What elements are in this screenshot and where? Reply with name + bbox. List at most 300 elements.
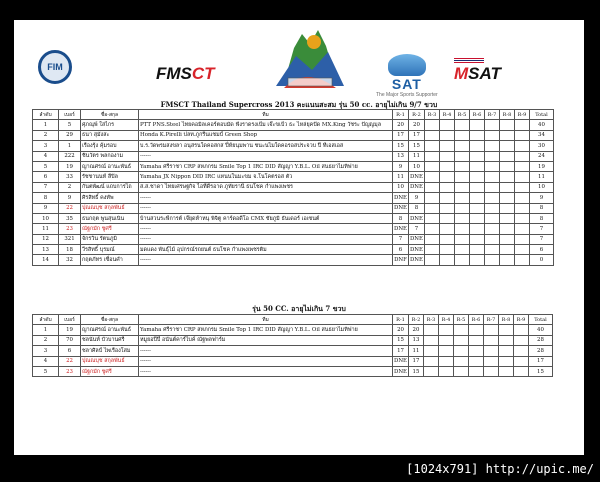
cell-r2: 7 <box>408 224 424 234</box>
cell-empty <box>439 182 454 192</box>
cell-total: 28 <box>528 346 552 356</box>
cell-empty <box>469 182 484 192</box>
cell-num: 321 <box>59 234 81 244</box>
cell-total: 28 <box>528 335 552 345</box>
cell-team: ------ <box>139 203 393 213</box>
cell-r1: 11 <box>393 172 409 182</box>
cell-total: 11 <box>529 172 553 182</box>
column-header: R-8 <box>498 315 513 325</box>
cell-empty <box>439 245 454 255</box>
column-header: เบอร์ <box>59 315 81 325</box>
table-row <box>33 213 554 223</box>
thai-flag-icon <box>454 58 484 63</box>
cell-empty <box>498 346 513 356</box>
cell-empty <box>514 224 529 234</box>
cell-empty <box>423 335 438 345</box>
cell-empty <box>469 193 484 203</box>
table-row <box>33 120 554 130</box>
cell-empty <box>514 255 529 265</box>
cell-r2: DNE <box>408 172 424 182</box>
cell-empty <box>439 172 454 182</box>
cell-num: 23 <box>59 366 81 376</box>
cell-name: ปุณณบุช สกุลพันธ์ <box>81 356 139 366</box>
cell-r2: 10 <box>408 161 424 171</box>
cell-empty <box>469 120 484 130</box>
cell-empty <box>453 366 468 376</box>
column-header: R-6 <box>468 315 483 325</box>
cell-empty <box>469 151 484 161</box>
column-header: R-4 <box>438 315 453 325</box>
cell-empty <box>454 172 469 182</box>
cell-team: Yamaha ศรีราชา CRP สหภกรม Smile Top 1 IRC DID สัญญา Y.B.L. Oil สนธยาไมทิฟาย <box>139 325 393 335</box>
cell-r2: DNE <box>408 182 424 192</box>
cell-r2: 11 <box>408 151 424 161</box>
cell-total: 6 <box>529 245 553 255</box>
cell-empty <box>424 255 439 265</box>
cell-empty <box>454 141 469 151</box>
cell-empty <box>454 193 469 203</box>
table-row <box>33 151 554 161</box>
cell-empty <box>484 120 499 130</box>
cell-rank: 4 <box>33 356 59 366</box>
column-header: R-7 <box>483 315 498 325</box>
cell-empty <box>468 335 483 345</box>
cell-empty <box>424 245 439 255</box>
cell-r1: 17 <box>393 346 409 356</box>
cell-empty <box>424 172 439 182</box>
table-row <box>33 335 553 345</box>
cell-name: ปุณณบุช สกุลพันธ์ <box>81 203 139 213</box>
cell-empty <box>454 161 469 171</box>
column-header: Total <box>528 315 552 325</box>
cell-name: ญาณศรณ์ อานะพันธ์ <box>81 325 139 335</box>
cell-r1: DNF <box>393 255 409 265</box>
cell-r2: 20 <box>408 325 423 335</box>
cell-total: 24 <box>529 151 553 161</box>
cell-total: 30 <box>529 141 553 151</box>
cell-empty <box>514 234 529 244</box>
cell-empty <box>453 325 468 335</box>
column-header: R-2 <box>408 110 424 120</box>
cell-empty <box>469 203 484 213</box>
cell-total: 8 <box>529 213 553 223</box>
header-row <box>33 315 553 325</box>
cell-empty <box>454 130 469 140</box>
cell-empty <box>454 182 469 192</box>
cell-empty <box>484 203 499 213</box>
cell-empty <box>453 335 468 345</box>
cell-r2: DNE <box>408 213 424 223</box>
cell-empty <box>484 213 499 223</box>
cell-empty <box>454 234 469 244</box>
cell-empty <box>454 151 469 161</box>
cell-empty <box>484 151 499 161</box>
cell-rank: 11 <box>33 224 59 234</box>
cell-empty <box>514 213 529 223</box>
cell-r2: DNE <box>408 245 424 255</box>
cell-rank: 12 <box>33 234 59 244</box>
cell-empty <box>483 366 498 376</box>
cell-team: ------ <box>139 255 393 265</box>
cell-empty <box>513 356 528 366</box>
cell-rank: 10 <box>33 213 59 223</box>
cell-total: 0 <box>529 255 553 265</box>
cell-r2: 20 <box>408 120 424 130</box>
cell-empty <box>439 120 454 130</box>
cell-empty <box>453 356 468 366</box>
cell-r2: 17 <box>408 356 423 366</box>
watermark: [1024x791] http://upic.me/ <box>406 462 594 476</box>
cell-rank: 7 <box>33 182 59 192</box>
table-row <box>33 141 554 151</box>
cell-empty <box>439 193 454 203</box>
cell-r2: 8 <box>408 203 424 213</box>
cell-team: ------ <box>139 151 393 161</box>
cell-team: บ.ร.วัดพรมสงขลา อนุสรนใดคอสกส ปี่ห้ยนุมพาน ชนะนไมใดคอรอสประจวบ ปี ทีเอสเอส <box>139 141 393 151</box>
cell-empty <box>499 151 514 161</box>
cell-name: ณัฐกมัก ชูศรี <box>81 224 139 234</box>
cell-team: ------ <box>139 366 393 376</box>
cell-num: 5 <box>59 120 81 130</box>
column-header: R-5 <box>453 315 468 325</box>
cell-empty <box>514 193 529 203</box>
cell-name: กันตพัฒน์ แถบการไถ <box>81 182 139 192</box>
cell-num: 70 <box>59 335 81 345</box>
cell-empty <box>499 172 514 182</box>
column-header: R-6 <box>469 110 484 120</box>
cell-name: วีรสิทธิ์ บุรมณ์ <box>81 245 139 255</box>
cell-team: มดแดง พันธุ์ไม้ อุปกรณ์รถยนต์ ธนโชค กำแพงเพชรติม <box>139 245 393 255</box>
cell-team: ------ <box>139 346 393 356</box>
cell-rank: 2 <box>33 335 59 345</box>
column-header: R-9 <box>513 315 528 325</box>
cell-empty <box>453 346 468 356</box>
cell-empty <box>469 213 484 223</box>
cell-rank: 5 <box>33 366 59 376</box>
cell-r1: DNE <box>393 203 409 213</box>
cell-empty <box>439 255 454 265</box>
cell-name: ชลาศิลป์ ไพเรืองโสม <box>81 346 139 356</box>
cell-empty <box>439 234 454 244</box>
cell-r1: 10 <box>393 182 409 192</box>
cell-empty <box>498 335 513 345</box>
cell-empty <box>484 245 499 255</box>
cell-empty <box>439 151 454 161</box>
cell-r2: 9 <box>408 193 424 203</box>
cell-empty <box>468 356 483 366</box>
cell-empty <box>484 234 499 244</box>
cell-r2: 15 <box>408 141 424 151</box>
cell-r1: 20 <box>393 120 409 130</box>
cell-r1: 13 <box>393 151 409 161</box>
cell-num: 222 <box>59 151 81 161</box>
cell-empty <box>469 224 484 234</box>
table-row <box>33 203 554 213</box>
results-sheet <box>14 20 584 455</box>
cell-empty <box>438 335 453 345</box>
cell-r1: 17 <box>393 130 409 140</box>
cell-r1: 8 <box>393 213 409 223</box>
cell-empty <box>484 141 499 151</box>
cell-empty <box>498 325 513 335</box>
cell-r2: 15 <box>408 366 423 376</box>
column-header: R-4 <box>439 110 454 120</box>
column-header: R-9 <box>514 110 529 120</box>
cell-empty <box>439 130 454 140</box>
cell-empty <box>423 356 438 366</box>
column-header: เบอร์ <box>59 110 81 120</box>
cell-num: 19 <box>59 161 81 171</box>
table-row <box>33 161 554 171</box>
cell-empty <box>424 141 439 151</box>
column-header: Total <box>529 110 553 120</box>
table-row <box>33 234 554 244</box>
cell-r1: 15 <box>393 141 409 151</box>
standings-table-50cc-9-7 <box>32 109 554 266</box>
cell-r1: 6 <box>393 245 409 255</box>
cell-empty <box>499 245 514 255</box>
cell-empty <box>468 366 483 376</box>
column-header: R-1 <box>393 315 409 325</box>
cell-empty <box>424 203 439 213</box>
cell-empty <box>483 356 498 366</box>
cell-r1: DNE <box>393 366 409 376</box>
cell-empty <box>514 151 529 161</box>
cell-empty <box>483 335 498 345</box>
cell-name: ณัฐกมัก ชูศรี <box>81 366 139 376</box>
cell-num: 35 <box>59 213 81 223</box>
cell-total: 17 <box>528 356 552 366</box>
cell-total: 15 <box>528 366 552 376</box>
cell-num: 23 <box>59 224 81 234</box>
column-header: R-7 <box>484 110 499 120</box>
cell-empty <box>438 356 453 366</box>
cell-rank: 3 <box>33 346 59 356</box>
cell-empty <box>454 224 469 234</box>
cell-empty <box>484 172 499 182</box>
cell-empty <box>498 356 513 366</box>
cell-empty <box>513 346 528 356</box>
cell-name: ญาณศรณ์ อานะพันธ์ <box>81 161 139 171</box>
cell-name: ธนกฤต พูนสุนเนิน <box>81 213 139 223</box>
cell-rank: 1 <box>33 120 59 130</box>
cell-empty <box>499 120 514 130</box>
cell-empty <box>484 193 499 203</box>
cell-empty <box>454 245 469 255</box>
table-row <box>33 130 554 140</box>
cell-total: 7 <box>529 224 553 234</box>
column-header: R-3 <box>424 110 439 120</box>
cell-empty <box>499 130 514 140</box>
table-row <box>33 346 553 356</box>
cell-num: 22 <box>59 356 81 366</box>
cell-empty <box>424 224 439 234</box>
cell-empty <box>454 213 469 223</box>
cell-empty <box>424 151 439 161</box>
cell-empty <box>439 161 454 171</box>
cell-empty <box>454 255 469 265</box>
cell-empty <box>514 245 529 255</box>
cell-r1: 20 <box>393 325 409 335</box>
column-header: R-5 <box>454 110 469 120</box>
cell-rank: 9 <box>33 203 59 213</box>
cell-empty <box>439 141 454 151</box>
cell-empty <box>469 255 484 265</box>
cell-name: รัชชานนท์ ลีปิล <box>81 172 139 182</box>
cell-r1: DNE <box>393 356 409 366</box>
cell-empty <box>499 213 514 223</box>
column-header: ทีม <box>139 315 393 325</box>
cell-empty <box>514 203 529 213</box>
cell-num: 22 <box>59 203 81 213</box>
fim-logo: FIM <box>38 50 72 84</box>
column-header: ลำดับ <box>33 315 59 325</box>
cell-rank: 1 <box>33 325 59 335</box>
cell-empty <box>513 335 528 345</box>
cell-empty <box>468 325 483 335</box>
cell-empty <box>514 120 529 130</box>
cell-empty <box>499 234 514 244</box>
cell-num: 2 <box>59 182 81 192</box>
cell-rank: 8 <box>33 193 59 203</box>
table-row <box>33 255 554 265</box>
cell-empty <box>484 130 499 140</box>
cell-empty <box>499 224 514 234</box>
cell-rank: 13 <box>33 245 59 255</box>
cell-name: กฤตภัทร เซื่อนคำ <box>81 255 139 265</box>
column-header: R-1 <box>393 110 409 120</box>
cell-empty <box>499 161 514 171</box>
table-row <box>33 366 553 376</box>
cell-num: 33 <box>59 172 81 182</box>
sat-emblem <box>388 54 426 76</box>
cell-empty <box>424 130 439 140</box>
cell-rank: 5 <box>33 161 59 171</box>
column-header: R-8 <box>499 110 514 120</box>
cell-name: จักรวิน รัตนภูมิ <box>81 234 139 244</box>
cell-team: บ้านสวนระพีการต์ เจ๊ยุดห้าหนุ พิจิตู คาร์ดอดีโอ CMX ชัยภูมิ ธันเดอร์ เอเซนต์ <box>139 213 393 223</box>
cell-name: ชินวัตร พลกองาม <box>81 151 139 161</box>
table2-title: รุ่น 50 CC. อายุไม่เกิน 7 ขวบ <box>252 304 346 313</box>
table-row <box>33 193 554 203</box>
cell-rank: 3 <box>33 141 59 151</box>
cell-empty <box>469 130 484 140</box>
cell-team: ------ <box>139 234 393 244</box>
cell-total: 8 <box>529 203 553 213</box>
cell-team: PTT PNS.Steel ไทยคอมิลเคอร์ตอบมัด ฟังราดรงเป้ม เจ๊ะขเป้ว ธะ ไหล่ยุคปัด MX.King วัชระ ปัญญมุล <box>139 120 393 130</box>
cell-r1: 7 <box>393 234 409 244</box>
cell-empty <box>423 366 438 376</box>
cell-empty <box>514 141 529 151</box>
standings-table-50cc-7 <box>32 314 553 377</box>
cell-num: 29 <box>59 130 81 140</box>
cell-team: ------ <box>139 224 393 234</box>
cell-num: 9 <box>59 193 81 203</box>
cell-team: ------ <box>139 356 393 366</box>
cell-empty <box>499 255 514 265</box>
cell-total: 7 <box>529 234 553 244</box>
cell-name: เรืองรุ้ง คุ้มรอบ <box>81 141 139 151</box>
cell-total: 9 <box>529 193 553 203</box>
cell-name: ศุภณุพ์ ใสไกร <box>81 120 139 130</box>
cell-empty <box>499 203 514 213</box>
table1-title: FMSCT Thailand Supercross 2013 คะแนนสะสม รุ่น 50 cc. อายุไม่เกิน 9/7 ขวบ <box>160 100 438 109</box>
sponsor-logo-bar <box>14 20 584 98</box>
column-header: ชื่อ-สกุล <box>81 110 139 120</box>
cell-empty <box>484 255 499 265</box>
cell-name: ชลนันท์ บัวบานศรี <box>81 335 139 345</box>
table-row <box>33 356 553 366</box>
cell-empty <box>423 346 438 356</box>
cell-r1: DNE <box>393 193 409 203</box>
table-row <box>33 325 553 335</box>
cell-empty <box>438 366 453 376</box>
cell-num: 1 <box>59 141 81 151</box>
cell-empty <box>438 325 453 335</box>
cell-num: 32 <box>59 255 81 265</box>
cell-r1: 15 <box>393 335 409 345</box>
cell-empty <box>499 182 514 192</box>
cell-rank: 6 <box>33 172 59 182</box>
cell-empty <box>484 182 499 192</box>
cell-empty <box>454 203 469 213</box>
cell-empty <box>469 141 484 151</box>
column-header: ลำดับ <box>33 110 59 120</box>
sat-logo: SAT The Major Sports Supporter <box>376 54 438 98</box>
cell-name: ศิรสิทธิ์ คงทัพ <box>81 193 139 203</box>
column-header: ทีม <box>139 110 393 120</box>
cell-empty <box>514 130 529 140</box>
cell-total: 40 <box>529 120 553 130</box>
cell-team: Yamaha ศรีราชา CRP สหภกรม Smile Top 1 IRC DID สัญญา Y.B.L. Oil สนธยาไมทิฟาย <box>139 161 393 171</box>
cell-rank: 4 <box>33 151 59 161</box>
cell-r2: DNE <box>408 234 424 244</box>
cell-r2: DNE <box>408 255 424 265</box>
cell-empty <box>424 161 439 171</box>
cell-empty <box>424 234 439 244</box>
cell-empty <box>513 325 528 335</box>
msat-logo: MSAT <box>454 64 501 83</box>
cell-empty <box>484 224 499 234</box>
cell-team: ------ <box>139 193 393 203</box>
cell-r2: 17 <box>408 130 424 140</box>
fmsct-logo: FMSCT <box>156 64 215 83</box>
cell-total: 19 <box>529 161 553 171</box>
cell-empty <box>424 182 439 192</box>
table-row <box>33 172 554 182</box>
column-header: R-3 <box>423 315 438 325</box>
cell-empty <box>454 120 469 130</box>
cell-r1: DNE <box>393 224 409 234</box>
cell-num: 19 <box>59 325 81 335</box>
cell-empty <box>483 346 498 356</box>
column-header: ชื่อ-สกุล <box>81 315 139 325</box>
cell-empty <box>469 172 484 182</box>
cell-empty <box>469 234 484 244</box>
table-row <box>33 182 554 192</box>
cell-r2: 11 <box>408 346 423 356</box>
cell-empty <box>468 346 483 356</box>
cell-r2: 13 <box>408 335 423 345</box>
cell-empty <box>483 325 498 335</box>
cell-total: 40 <box>528 325 552 335</box>
cell-empty <box>514 161 529 171</box>
cell-team: Yamaha JX Nippon DID IRC แหนนในมะขม จ.โนโคตรอส ตัว <box>139 172 393 182</box>
cell-empty <box>424 120 439 130</box>
cell-empty <box>498 366 513 376</box>
cell-empty <box>514 182 529 192</box>
cell-total: 34 <box>529 130 553 140</box>
